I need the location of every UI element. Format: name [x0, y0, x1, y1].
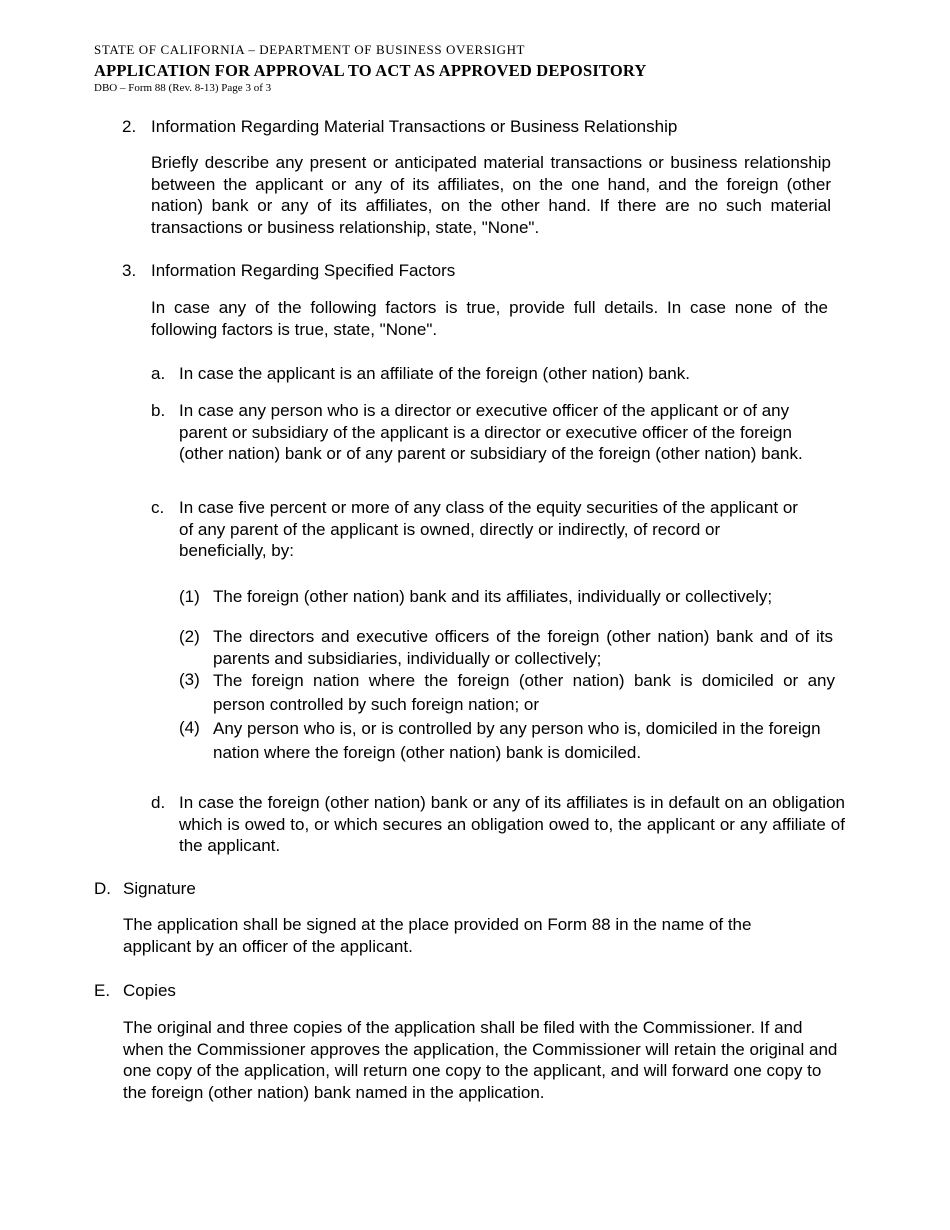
- item-3-heading: Information Regarding Specified Factors: [151, 261, 456, 280]
- item-3c-3-text: The foreign nation where the foreign (other nation) bank is domiciled or any person controlled by such foreign nation; or: [213, 671, 835, 714]
- form-info: DBO – Form 88 (Rev. 8-13) Page 3 of 3: [94, 82, 272, 94]
- document-title: APPLICATION FOR APPROVAL TO ACT AS APPROVED DEPOSITORY: [94, 61, 647, 80]
- item-3-number: 3.: [122, 261, 137, 280]
- item-3a-marker: a.: [151, 364, 166, 383]
- item-3c-text: In case five percent or more of any class of the equity securities of the applicant or of any parent of the applicant is owned, directly or indirectly, of record or beneficially, by:: [179, 498, 798, 560]
- section-d-body: The application shall be signed at the place provided on Form 88 in the name of the applicant by an officer of the applicant.: [123, 915, 752, 956]
- item-3c-1-marker: (1): [179, 587, 200, 606]
- section-e-body: The original and three copies of the application shall be filed with the Commissioner. If and when the Commissioner approves the application, the Commissioner will retain the original and one copy of the application, will return one copy to the applicant, and will forward one copy to the foreign (other nation) bank named in the application.: [123, 1018, 838, 1102]
- item-3d-text: In case the foreign (other nation) bank or any of its affiliates is in default on an obligation which is owed to, or which secures an obligation owed to, the applicant or any affiliate of the applicant.: [179, 793, 845, 855]
- item-3c-3-marker: (3): [179, 670, 200, 689]
- item-3d-marker: d.: [151, 793, 166, 812]
- section-e-heading: Copies: [123, 981, 176, 1000]
- item-3b-text: In case any person who is a director or executive officer of the applicant or of any parent or subsidiary of the applicant is a director or executive officer of the foreign (other nation) bank or of any parent or subsidiary of the foreign (other nation) bank.: [179, 401, 803, 463]
- item-3c-marker: c.: [151, 498, 165, 517]
- item-3-body: In case any of the following factors is true, provide full details. In case none of the following factors is true, state, "None".: [151, 298, 828, 339]
- item-2-heading: Information Regarding Material Transactions or Business Relationship: [151, 117, 678, 136]
- item-3c-4-marker: (4): [179, 718, 200, 737]
- item-3c-4-text: Any person who is, or is controlled by any person who is, domiciled in the foreign nation where the foreign (other nation) bank is domiciled.: [213, 719, 821, 762]
- section-e-letter: E.: [94, 981, 111, 1000]
- item-3c-1-text: The foreign (other nation) bank and its affiliates, individually or collectively;: [213, 587, 773, 606]
- item-2-number: 2.: [122, 117, 137, 136]
- item-3c-2-marker: (2): [179, 627, 200, 646]
- item-3b-marker: b.: [151, 401, 166, 420]
- item-3a-text: In case the applicant is an affiliate of the foreign (other nation) bank.: [179, 364, 690, 383]
- header-agency: STATE OF CALIFORNIA – DEPARTMENT OF BUSINESS OVERSIGHT: [94, 42, 526, 57]
- item-3c-2-text: The directors and executive officers of the foreign (other nation) bank and of its parents and subsidiaries, individually or collectively;: [213, 627, 833, 668]
- section-d-letter: D.: [94, 879, 111, 898]
- section-d-heading: Signature: [123, 879, 196, 898]
- item-2-body: Briefly describe any present or anticipated material transactions or business relationship between the applicant or any of its affiliates, on the one hand, and the foreign (other nation) bank or any of its affiliates, on the other hand. If there are no such material transactions or business relationship, state, "None".: [151, 153, 831, 237]
